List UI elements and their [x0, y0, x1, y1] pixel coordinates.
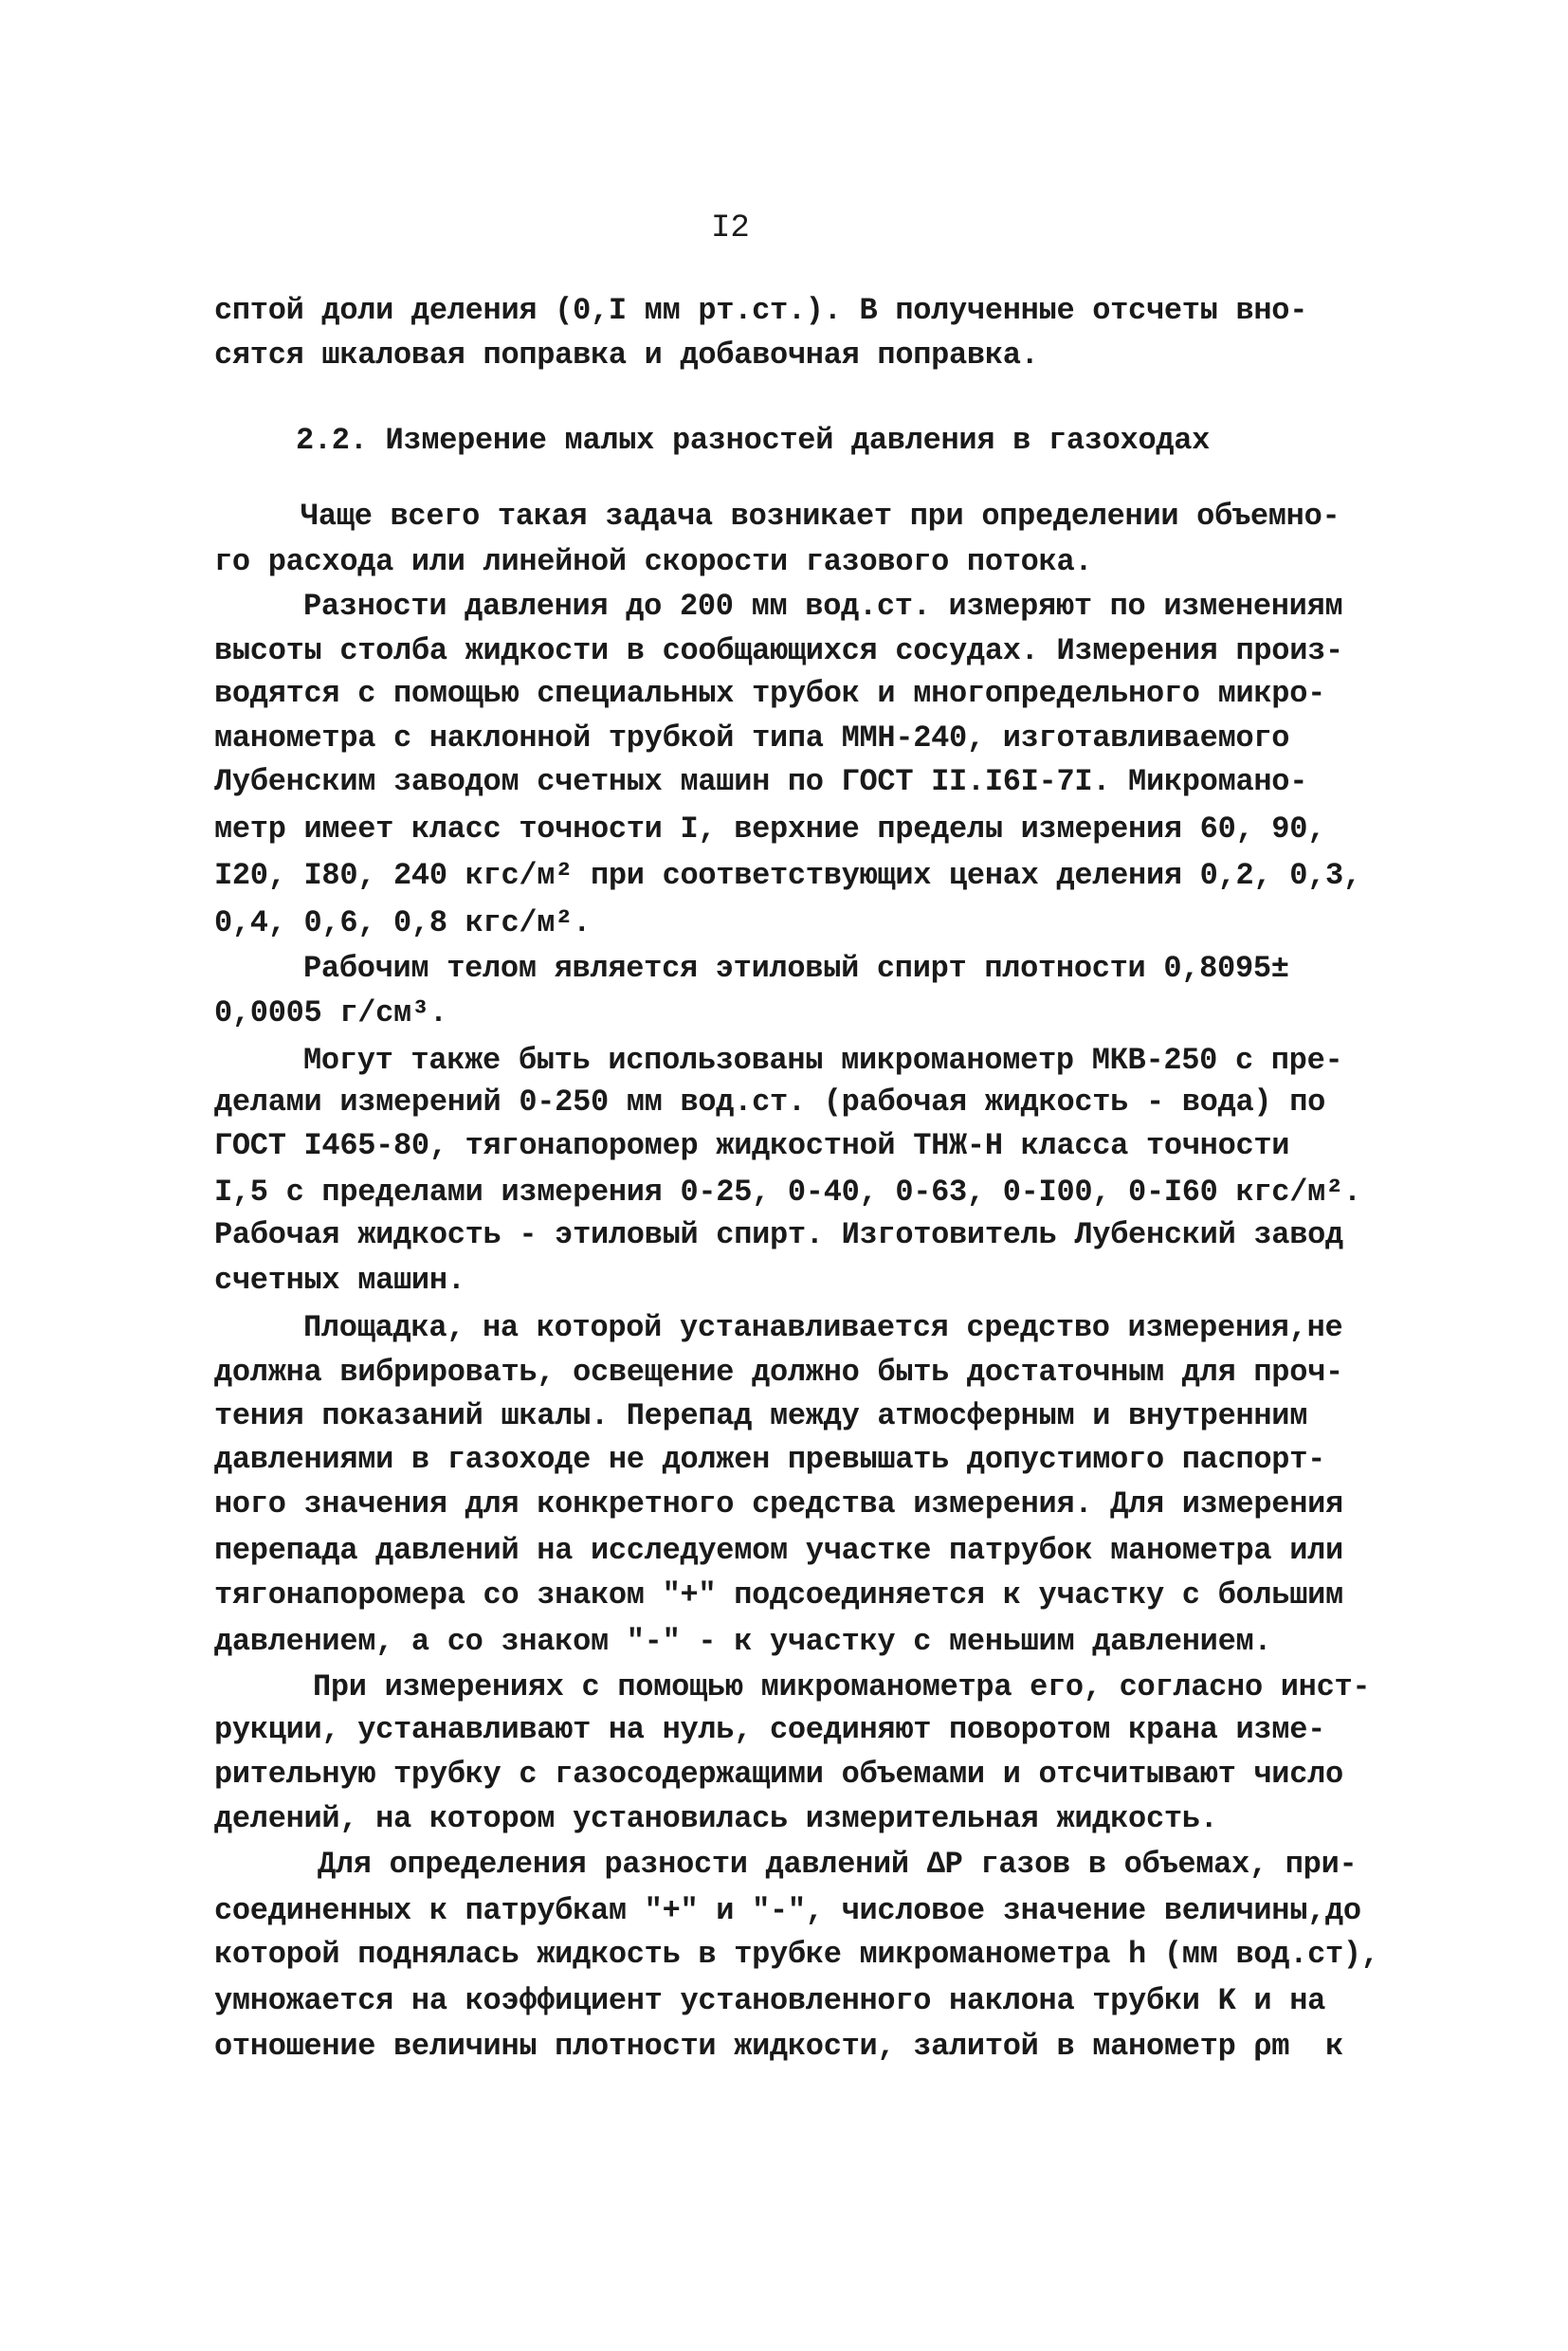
text-line: Для определения разности давлений ΔP газов в объемах, при- [318, 1847, 1358, 1882]
text-line: Площадка, на которой устанавливается средство измерения,не [303, 1310, 1343, 1345]
text-line: тягонапоромера со знаком "+" подсоединяется к участку с большим [214, 1577, 1343, 1613]
text-line: должна вибрировать, освещение должно быть достаточным для проч- [214, 1355, 1343, 1390]
text-line: рукции, устанавливают на нуль, соединяют поворотом крана изме- [214, 1712, 1325, 1747]
section-heading: 2.2. Измерение малых разностей давления в газоходах [296, 423, 1211, 458]
page-number: I2 [711, 210, 750, 246]
text-line: тения показаний шкалы. Перепад между атмосферным и внутренним [214, 1398, 1308, 1433]
text-line: умножается на коэффициент установленного наклона трубки K и на [214, 1983, 1325, 2018]
text-line: I,5 с пределами измерения 0-25, 0-40, 0-63, 0-I00, 0-I60 кгс/м². [214, 1175, 1361, 1210]
text-line: отношение величины плотности жидкости, залитой в манометр ρm к [214, 2029, 1343, 2064]
text-line: счетных машин. [214, 1263, 465, 1298]
text-line: которой поднялась жидкость в трубке микроманометра h (мм вод.ст), [214, 1937, 1379, 1972]
text-line: I20, I80, 240 кгс/м² при соответствующих ценах деления 0,2, 0,3, [214, 858, 1361, 893]
text-line: делений, на котором установилась измерительная жидкость. [214, 1801, 1218, 1836]
text-line: перепада давлений на исследуемом участке патрубок манометра или [214, 1533, 1343, 1568]
text-line: 0,4, 0,6, 0,8 кгс/м². [214, 905, 591, 940]
text-line: Лубенским заводом счетных машин по ГОСТ II.I6I-7I. Микромано- [214, 764, 1308, 799]
text-line: Чаще всего такая задача возникает при определении объемно- [301, 499, 1340, 534]
text-line: высоты столба жидкости в сообщающихся сосудах. Измерения произ- [214, 633, 1343, 668]
text-line: Рабочим телом является этиловый спирт плотности 0,8095± [303, 951, 1289, 986]
text-line: рительную трубку с газосодержащими объемами и отсчитывают число [214, 1757, 1343, 1792]
text-line: делами измерений 0-250 мм вод.ст. (рабочая жидкость - вода) по [214, 1084, 1325, 1120]
text-line: давлениями в газоходе не должен превышать допустимого паспорт- [214, 1442, 1325, 1477]
text-line: водятся с помощью специальных трубок и многопредельного микро- [214, 676, 1325, 711]
text-line: сятся шкаловая поправка и добавочная поправка. [214, 337, 1039, 373]
text-line: Рабочая жидкость - этиловый спирт. Изготовитель Лубенский завод [214, 1217, 1343, 1252]
text-line: При измерениях с помощью микроманометра его, согласно инст- [313, 1669, 1371, 1704]
text-line: манометра с наклонной трубкой типа ММН-240, изготавливаемого [214, 720, 1290, 756]
text-line: Могут также быть использованы микроманометр МКВ-250 с пре- [303, 1043, 1343, 1078]
text-line: 0,0005 г/см³. [214, 995, 447, 1030]
text-line: Разности давления до 200 мм вод.ст. измеряют по изменениям [303, 589, 1343, 624]
text-line: го расхода или линейной скорости газового потока. [214, 544, 1093, 579]
text-line: ГОСТ I465-80, тягонапоромер жидкостной ТНЖ-Н класса точности [214, 1128, 1290, 1163]
text-line: метр имеет класс точности I, верхние пределы измерения 60, 90, [214, 811, 1325, 847]
text-line: сптой доли деления (0,I мм рт.ст.). В полученные отсчеты вно- [214, 293, 1308, 328]
text-line: ного значения для конкретного средства измерения. Для измерения [214, 1486, 1343, 1522]
text-line: соединенных к патрубкам "+" и "-", числовое значение величины,до [214, 1893, 1361, 1928]
text-line: давлением, а со знаком "-" - к участку с меньшим давлением. [214, 1624, 1272, 1659]
